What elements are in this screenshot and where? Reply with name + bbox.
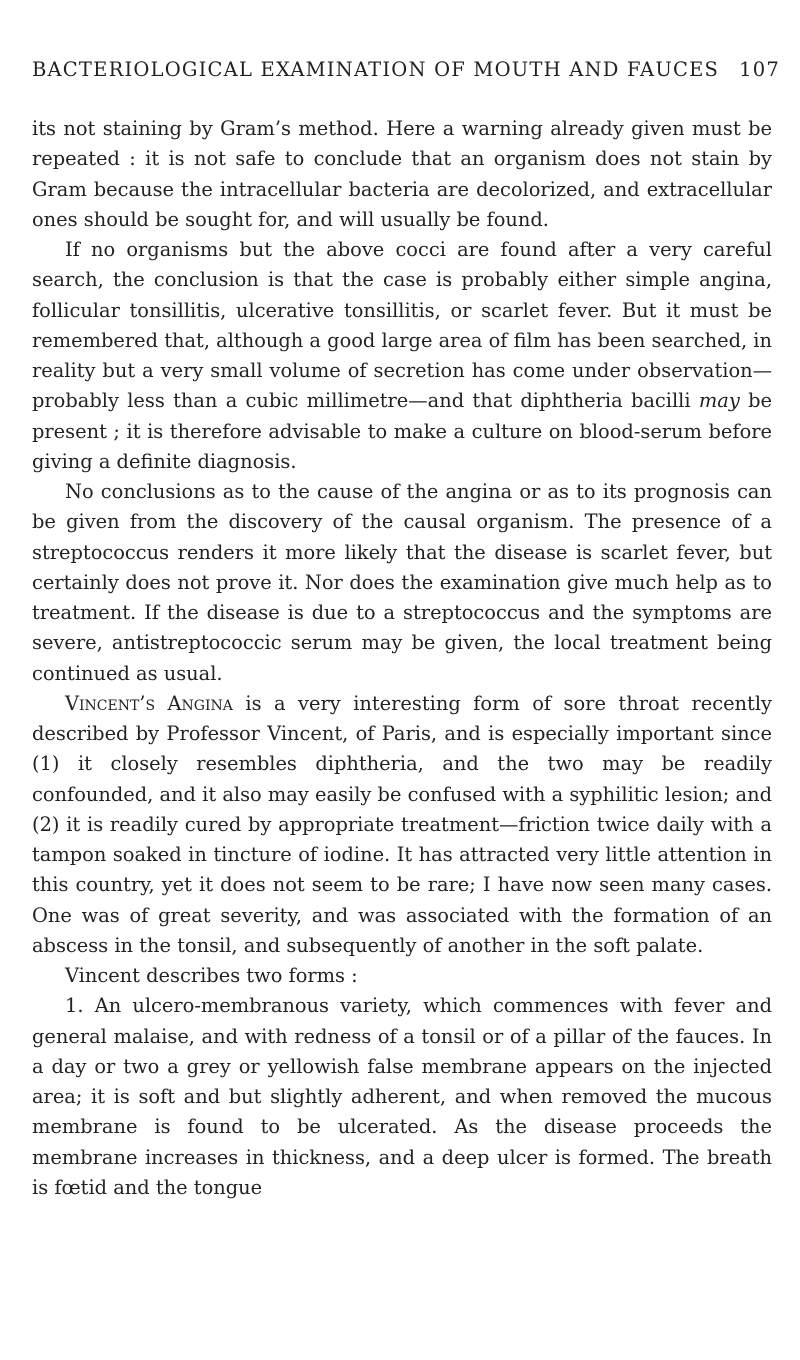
paragraph-two-forms: Vincent describes two forms : bbox=[65, 964, 358, 987]
paragraph-vincents-angina bbox=[32, 689, 772, 961]
body-text bbox=[32, 114, 772, 1203]
paragraph-no-organisms bbox=[32, 235, 772, 477]
paragraph-text: If no organisms but the above cocci are found after a very careful search, the conclusion is that the case is probably either simple angina, follicular tonsillitis, ulcerative tonsillitis, or scarlet fever. But it must be remembered that, although a good large area of film has been searched, in reality but a very small volume of secretion has come under observation—probably less than a cubic millimetre—and that diphtheria bacilli bbox=[32, 238, 772, 413]
paragraph-conclusions: No conclusions as to the cause of the angina or as to its prognosis can be given from the discovery of the causal organism. The presence of a streptococcus renders it more likely that the disease is scarlet fever, but certainly does not prove it. Nor does the examination give much help as to treatment. If the disease is due to a streptococcus and the symptoms are severe, antistreptococcic serum may be given, the local treatment being continued as usual. bbox=[32, 480, 772, 685]
running-header bbox=[32, 58, 780, 81]
paragraph-text-end: be present ; it is therefore advisable to make a culture on blood-serum before giving a definite diagnosis. bbox=[32, 389, 772, 473]
paragraph-gram-stain: its not staining by Gram’s method. Here a warning already given must be repeated : it is not safe to conclude that an organism does not stain by Gram because the intracellular bacteria are decolorized, and extracellular ones should be sought for, and will usually be found. bbox=[32, 117, 772, 231]
paragraph-ulcero-membranous: 1. An ulcero-membranous variety, which commences with fever and general malaise, and with redness of a tonsil or of a pillar of the fauces. In a day or two a grey or yellowish false membrane appears on the injected area; it is soft and but slightly adherent, and when removed the mucous membrane is found to be ulcerated. As the disease proceeds the membrane increases in thickness, and a deep ulcer is formed. The breath is fœtid and the tongue bbox=[32, 994, 772, 1199]
emphasis-may: may bbox=[698, 389, 740, 413]
section-lead-term: Vincent’s Angina bbox=[65, 691, 233, 715]
page-number: 107 bbox=[739, 58, 780, 81]
running-title: BACTERIOLOGICAL EXAMINATION OF MOUTH AND FAUCES bbox=[32, 58, 720, 81]
paragraph-text: is a very interesting form of sore throat recently described by Professor Vincent, of Paris, and is especially important since (1) it closely resembles diphtheria, and the two may be readily confounded, and it also may easily be confused with a syphilitic lesion; and (2) it is readily cured by appropriate treatment—friction twice daily with a tampon soaked in tincture of iodine. It has attracted very little attention in this country, yet it does not seem to be rare; I have now seen many cases. One was of great severity, and was associated with the formation of an abscess in the tonsil, and subsequently of another in the soft palate. bbox=[32, 691, 772, 957]
